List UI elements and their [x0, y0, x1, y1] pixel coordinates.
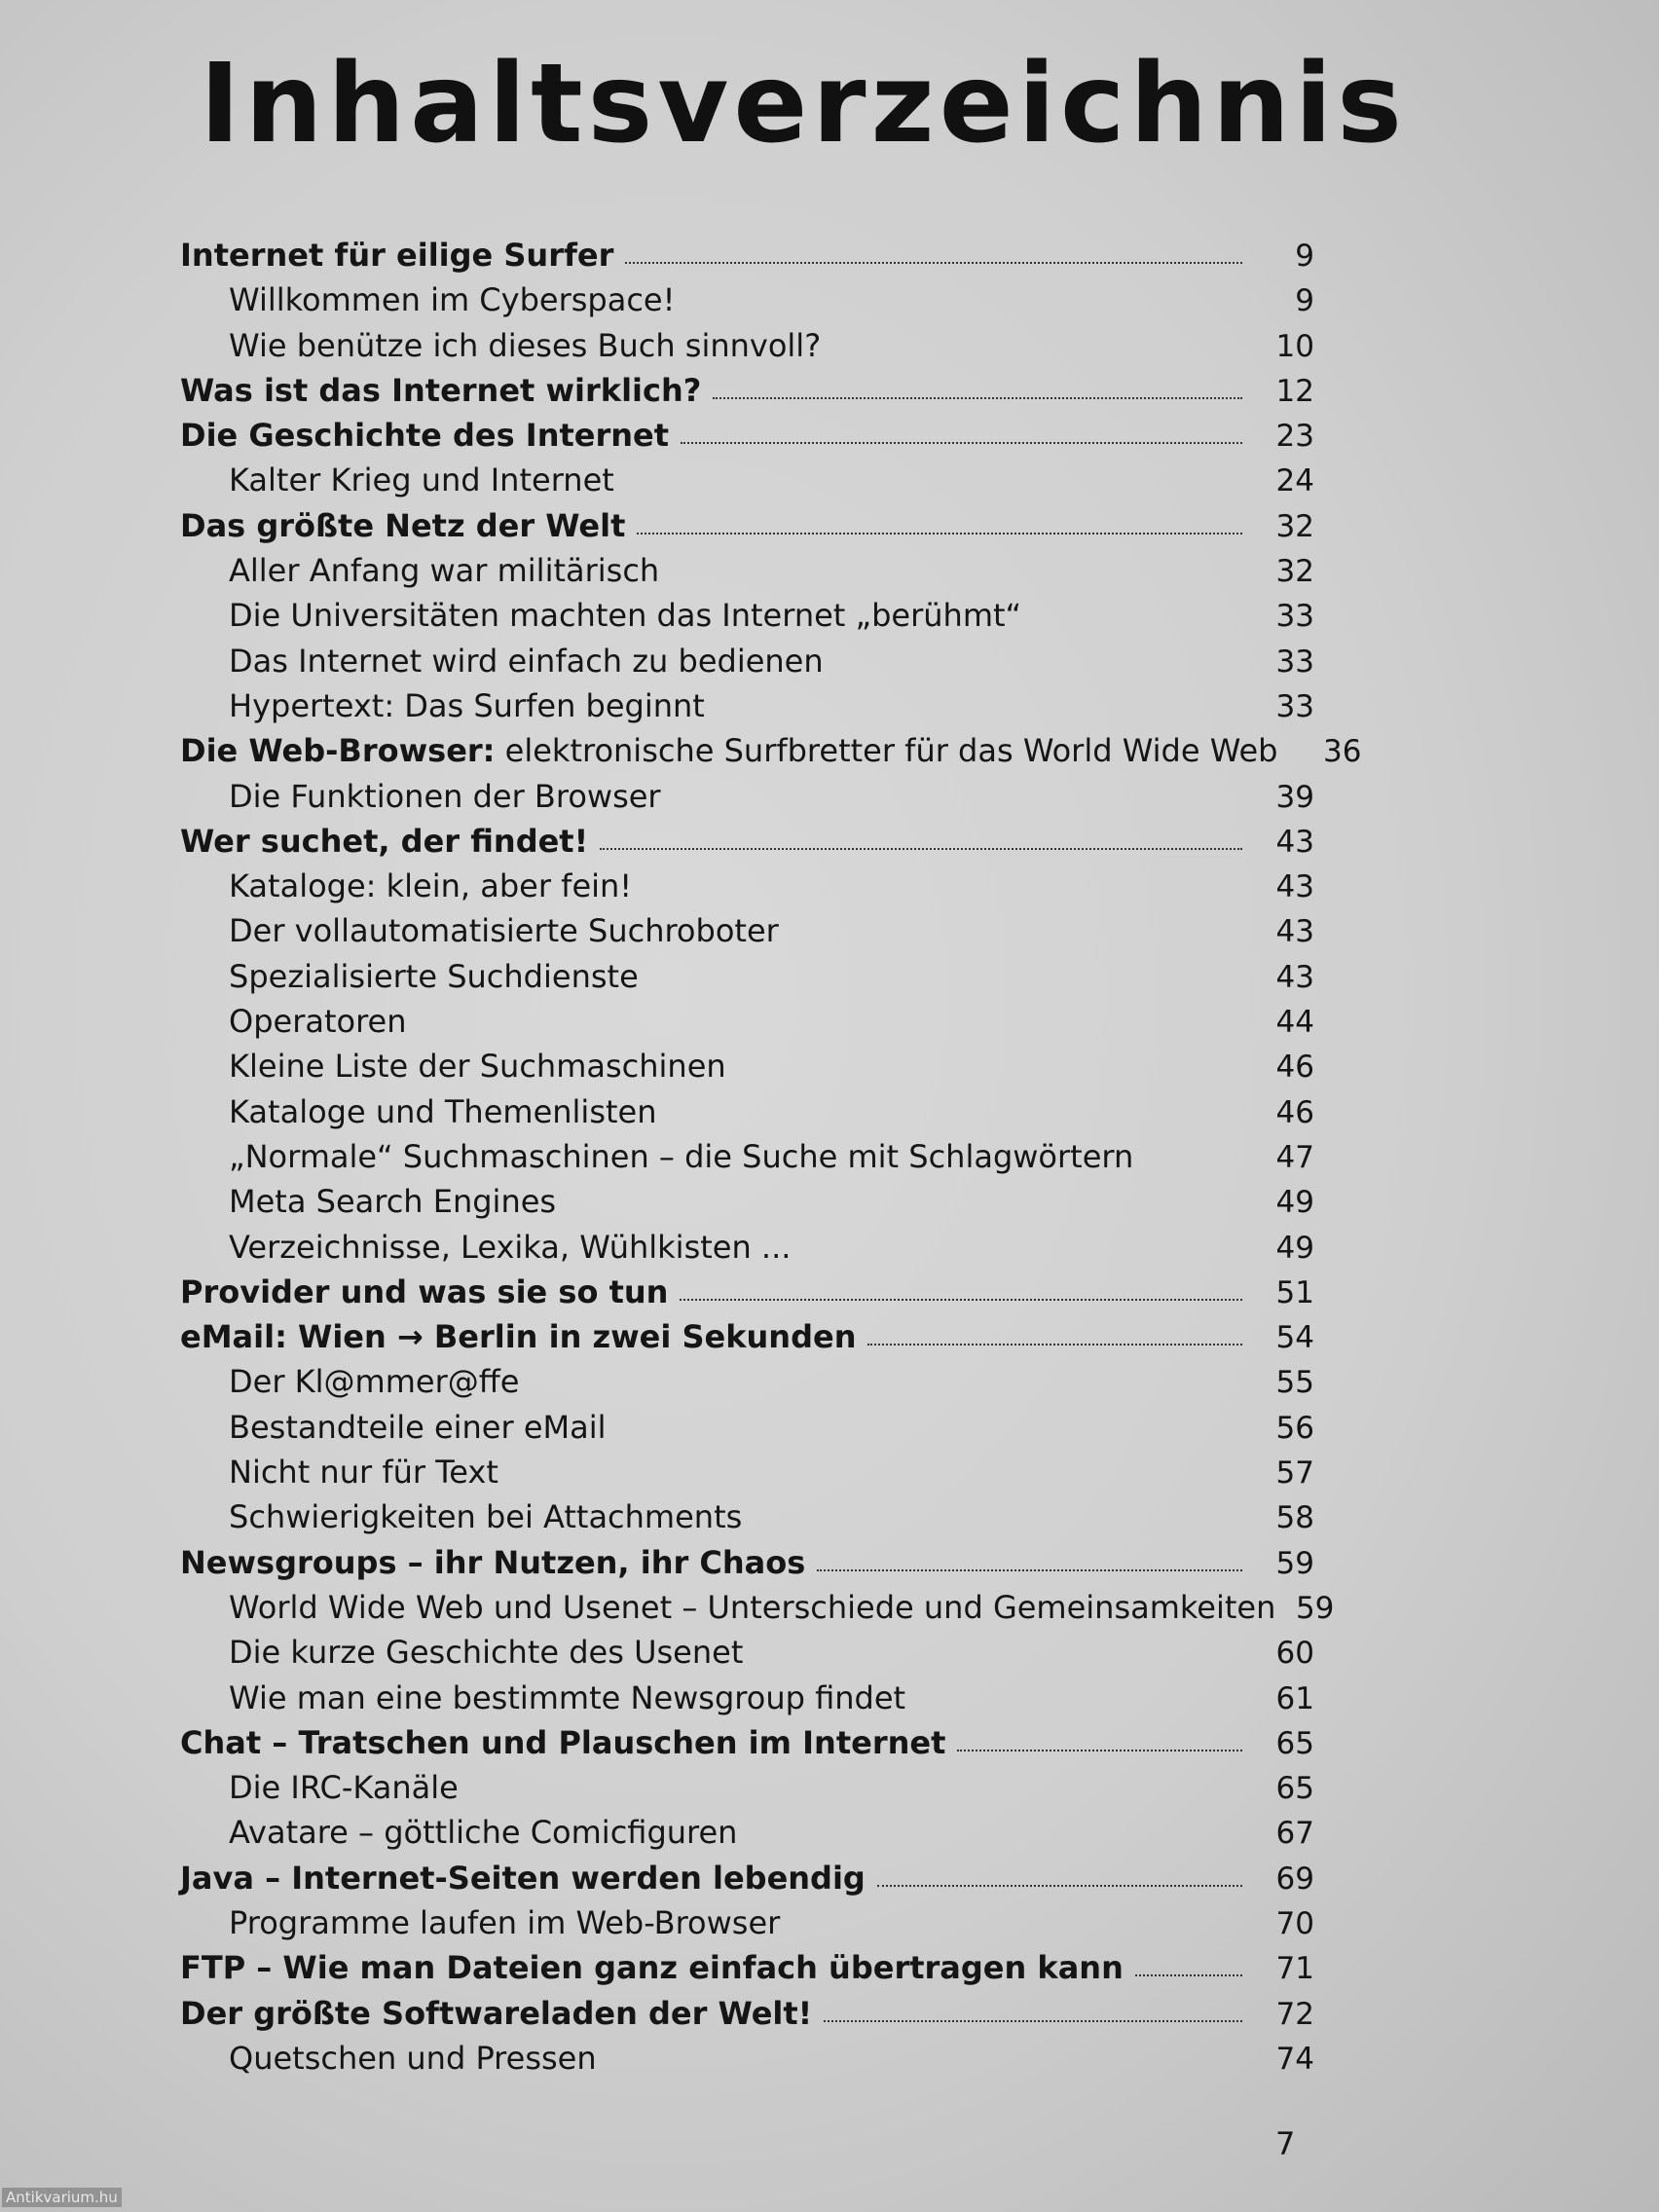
toc-entry: [180, 1003, 1314, 1048]
toc-entry-heading: Avatare – göttliche Comicfiguren: [229, 1814, 738, 1852]
toc-entry-page: 32: [1275, 508, 1314, 544]
toc-entry: [180, 552, 1314, 597]
toc-entry-title: [180, 237, 613, 274]
toc-entry-page: 54: [1275, 1320, 1314, 1356]
toc-entry-page: 43: [1275, 824, 1314, 860]
toc-entry: [180, 1363, 1314, 1408]
toc-entry-title: [229, 1229, 791, 1266]
toc-entry-heading: Provider und was sie so tun: [180, 1272, 669, 1310]
toc-entry: [180, 417, 1314, 461]
toc-entry-title: [229, 1138, 1133, 1175]
toc-entry-title: [180, 823, 588, 860]
toc-entry-heading: Wer suchet, der findet!: [180, 822, 589, 860]
toc-entry-page: 47: [1275, 1139, 1314, 1175]
toc-entry-page: 43: [1275, 914, 1314, 950]
toc-entry-title: [229, 552, 659, 589]
watermark: Antikvarium.hu: [2, 2188, 122, 2207]
toc-entry-title: [180, 1273, 668, 1310]
toc-entry-heading: Der Kl@mmer@ffe: [229, 1363, 520, 1401]
toc-entry: [180, 2040, 1314, 2084]
toc-entry-page: 46: [1275, 1050, 1314, 1086]
toc-entry-heading: Kleine Liste der Suchmaschinen: [229, 1048, 726, 1086]
toc-entry-heading: Aller Anfang war militärisch: [229, 552, 660, 590]
toc-entry: [180, 687, 1314, 732]
toc-entry-title: [229, 958, 639, 995]
toc-entry: [180, 237, 1314, 281]
toc-entry-title: [180, 1318, 856, 1355]
toc-entry-heading: Willkommen im Cyberspace!: [229, 281, 676, 319]
toc-entry: [180, 1498, 1314, 1543]
toc-entry-page: 32: [1275, 554, 1314, 590]
toc-entry-page: 33: [1275, 688, 1314, 724]
toc-entry-heading: Nicht nur für Text: [229, 1454, 498, 1492]
toc-entry-heading: Die Universitäten machten das Internet „berühmt“: [229, 597, 1022, 635]
toc-entry-title: [229, 1093, 657, 1130]
toc-entry-page: 10: [1275, 328, 1314, 364]
toc-entry-page: 43: [1275, 869, 1314, 905]
toc-entry-title: [229, 778, 661, 815]
toc-entry-title: [229, 597, 1021, 634]
toc-entry: [180, 372, 1314, 417]
toc-entry-heading: eMail: Wien → Berlin in zwei Sekunden: [180, 1318, 857, 1356]
toc-entry: [180, 1634, 1314, 1678]
toc-entry-page: 69: [1275, 1861, 1314, 1897]
toc-entry-heading: World Wide Web und Usenet – Unterschiede und Gemeinsamkeiten: [229, 1588, 1276, 1626]
toc-entry-page: 67: [1275, 1816, 1314, 1852]
toc-entry-title: [229, 643, 824, 680]
toc-entry-heading: Java – Internet-Seiten werden lebendig: [180, 1859, 866, 1897]
toc-entry-page: 36: [1323, 734, 1362, 770]
toc-entry-title: [180, 372, 701, 409]
toc-entry-heading: FTP – Wie man Dateien ganz einfach übertragen kann: [180, 1949, 1124, 1987]
toc-entry: [180, 1138, 1314, 1183]
toc-entry-page: 56: [1275, 1410, 1314, 1446]
toc-entry-page: 49: [1275, 1185, 1314, 1221]
toc-entry-heading: Chat – Tratschen und Plauschen im Internet: [180, 1723, 946, 1761]
toc-entry: [180, 1183, 1314, 1228]
toc-entry: [180, 778, 1314, 823]
toc-entry: [180, 461, 1314, 506]
toc-entry-heading: Die IRC-Kanäle: [229, 1769, 459, 1807]
toc-entry-title: [180, 732, 1277, 769]
toc-entry-page: 71: [1275, 1951, 1314, 1987]
toc-entry: [180, 912, 1314, 957]
toc-entry-page: 12: [1275, 373, 1314, 409]
dot-leader: [817, 1569, 1242, 1571]
toc-entry-heading: Kataloge und Themenlisten: [229, 1092, 657, 1130]
dot-leader: [1135, 1974, 1242, 1976]
toc-entry: [180, 1904, 1314, 1949]
toc-entry-heading: Die kurze Geschichte des Usenet: [229, 1634, 744, 1672]
toc-entry-page: 24: [1275, 463, 1314, 499]
toc-entry: [180, 1048, 1314, 1092]
toc-entry-page: 46: [1275, 1094, 1314, 1130]
toc-entry-heading: Wie benütze ich dieses Buch sinnvoll?: [229, 326, 822, 364]
toc-entry-title: [229, 867, 632, 904]
dot-leader: [625, 262, 1242, 264]
toc-entry: [180, 507, 1314, 552]
toc-entry-heading: Der größte Softwareladen der Welt!: [180, 1994, 813, 2032]
toc-entry: [180, 1860, 1314, 1904]
toc-entry-title: [229, 912, 779, 949]
toc-entry-title: [229, 1634, 743, 1671]
toc-entry-page: 51: [1275, 1274, 1314, 1310]
toc-entry-title: [229, 1769, 459, 1806]
toc-entry-subtitle: elektronische Surfbretter für das World Wide Web: [495, 732, 1278, 770]
toc-entry-heading: Verzeichnisse, Lexika, Wühlkisten ...: [229, 1228, 792, 1266]
toc-entry-title: [229, 1363, 519, 1400]
toc-entry: [180, 597, 1314, 642]
toc-entry: [180, 1724, 1314, 1769]
toc-entry-title: [229, 1498, 742, 1535]
toc-entry-page: 9: [1295, 239, 1314, 274]
toc-entry: [180, 1409, 1314, 1454]
toc-entry-page: 33: [1275, 599, 1314, 635]
toc-entry-page: 55: [1275, 1365, 1314, 1401]
toc-entry-page: 9: [1295, 283, 1314, 319]
toc-entry-heading: Bestandteile einer eMail: [229, 1408, 607, 1446]
toc-entry: [180, 1679, 1314, 1724]
toc-entry-title: [229, 1589, 1275, 1626]
toc-entry-title: [180, 507, 625, 544]
toc-entry: [180, 643, 1314, 687]
toc-entry-page: 57: [1275, 1456, 1314, 1492]
toc-entry-page: 59: [1275, 1545, 1314, 1581]
toc-entry: [180, 823, 1314, 867]
toc-entry-title: [229, 1454, 498, 1491]
toc-entry: [180, 1995, 1314, 2040]
toc-entry-title: [229, 1048, 726, 1085]
toc-entry-heading: Das Internet wird einfach zu bedienen: [229, 642, 824, 680]
toc-entry-title: [229, 1679, 905, 1716]
toc-entry-title: [180, 1544, 805, 1581]
toc-entry: [180, 1454, 1314, 1498]
toc-entry-heading: Die Geschichte des Internet: [180, 417, 670, 455]
toc-entry-title: [229, 1814, 737, 1851]
toc-entry-title: [229, 1904, 780, 1941]
toc-entry-heading: Newsgroups – ihr Nutzen, ihr Chaos: [180, 1543, 806, 1581]
toc-entry: [180, 1318, 1314, 1363]
toc-entry-heading: Programme laufen im Web-Browser: [229, 1903, 781, 1941]
toc-entry-page: 65: [1275, 1771, 1314, 1807]
toc-entry-heading: Kalter Krieg und Internet: [229, 461, 614, 499]
toc-entry-heading: Quetschen und Pressen: [229, 2039, 597, 2077]
toc-entry-heading: Der vollautomatisierte Suchroboter: [229, 912, 779, 950]
toc-entry: [180, 732, 1362, 777]
toc-entry-heading: Die Funktionen der Browser: [229, 777, 661, 815]
dot-leader: [713, 397, 1242, 399]
toc-entry-title: [229, 1183, 556, 1220]
toc-entry-heading: Meta Search Engines: [229, 1183, 557, 1221]
toc-entry: [180, 1229, 1314, 1273]
dot-leader: [877, 1885, 1242, 1887]
toc-entry: [180, 1814, 1314, 1859]
toc-entry-page: 65: [1275, 1725, 1314, 1761]
toc-entry-page: 23: [1275, 419, 1314, 455]
toc-entry-title: [229, 1003, 407, 1040]
toc-entry-heading: Die Web-Browser:: [180, 732, 496, 770]
toc-entry-title: [180, 1995, 812, 2032]
dot-leader: [637, 533, 1242, 535]
toc-entry-heading: Spezialisierte Suchdienste: [229, 957, 639, 995]
dot-leader: [957, 1750, 1242, 1751]
toc-entry: [180, 1588, 1335, 1634]
toc-entry-page: 70: [1275, 1905, 1314, 1941]
toc-entry: [180, 1093, 1314, 1138]
table-of-contents: [180, 237, 1362, 2084]
toc-entry: [180, 281, 1314, 326]
dot-leader: [867, 1344, 1242, 1346]
dot-leader: [824, 2020, 1242, 2022]
toc-entry-page: 49: [1275, 1230, 1314, 1266]
toc-entry-page: 33: [1275, 644, 1314, 680]
toc-entry-page: 72: [1275, 1996, 1314, 2032]
dot-leader: [600, 848, 1242, 850]
toc-entry-title: [229, 1409, 607, 1446]
toc-entry-heading: „Normale“ Suchmaschinen – die Suche mit Schlagwörtern: [229, 1137, 1134, 1175]
toc-entry: [180, 1949, 1314, 1994]
toc-entry-page: 39: [1275, 779, 1314, 815]
toc-entry-heading: Operatoren: [229, 1003, 407, 1041]
toc-entry-title: [180, 1724, 945, 1761]
toc-entry-title: [180, 1949, 1124, 1986]
toc-entry-heading: Internet für eilige Surfer: [180, 237, 614, 274]
toc-entry-title: [229, 2040, 597, 2077]
toc-entry: [180, 1273, 1314, 1318]
dot-leader: [681, 442, 1242, 444]
toc-entry-heading: Was ist das Internet wirklich?: [180, 371, 702, 409]
toc-entry-title: [229, 687, 705, 724]
toc-entry-heading: Das größte Netz der Welt: [180, 506, 626, 544]
toc-entry: [180, 327, 1314, 372]
toc-entry-heading: Hypertext: Das Surfen beginnt: [229, 686, 705, 724]
toc-entry: [180, 1769, 1314, 1814]
toc-entry-heading: Wie man eine bestimmte Newsgroup findet: [229, 1678, 906, 1716]
page-number: 7: [1275, 2125, 1296, 2162]
toc-entry-title: [229, 461, 614, 498]
toc-entry-page: 43: [1275, 959, 1314, 995]
dot-leader: [680, 1299, 1242, 1301]
toc-entry: [180, 1544, 1314, 1589]
page-title: Inhaltsverzeichnis: [200, 41, 1407, 167]
toc-entry-heading: Schwierigkeiten bei Attachments: [229, 1498, 743, 1536]
toc-entry-title: [229, 281, 675, 318]
toc-entry-page: 74: [1275, 2041, 1314, 2077]
toc-entry-page: 58: [1275, 1500, 1314, 1536]
toc-entry-page: 61: [1275, 1680, 1314, 1716]
toc-entry-title: [180, 417, 669, 454]
toc-entry-title: [229, 327, 821, 364]
toc-entry: [180, 958, 1314, 1003]
toc-entry-page: 44: [1275, 1005, 1314, 1041]
toc-entry-page: 59: [1295, 1590, 1335, 1626]
toc-entry-heading: Kataloge: klein, aber fein!: [229, 867, 633, 905]
toc-entry-page: 60: [1275, 1636, 1314, 1672]
toc-entry: [180, 867, 1314, 912]
toc-entry-title: [180, 1860, 866, 1897]
